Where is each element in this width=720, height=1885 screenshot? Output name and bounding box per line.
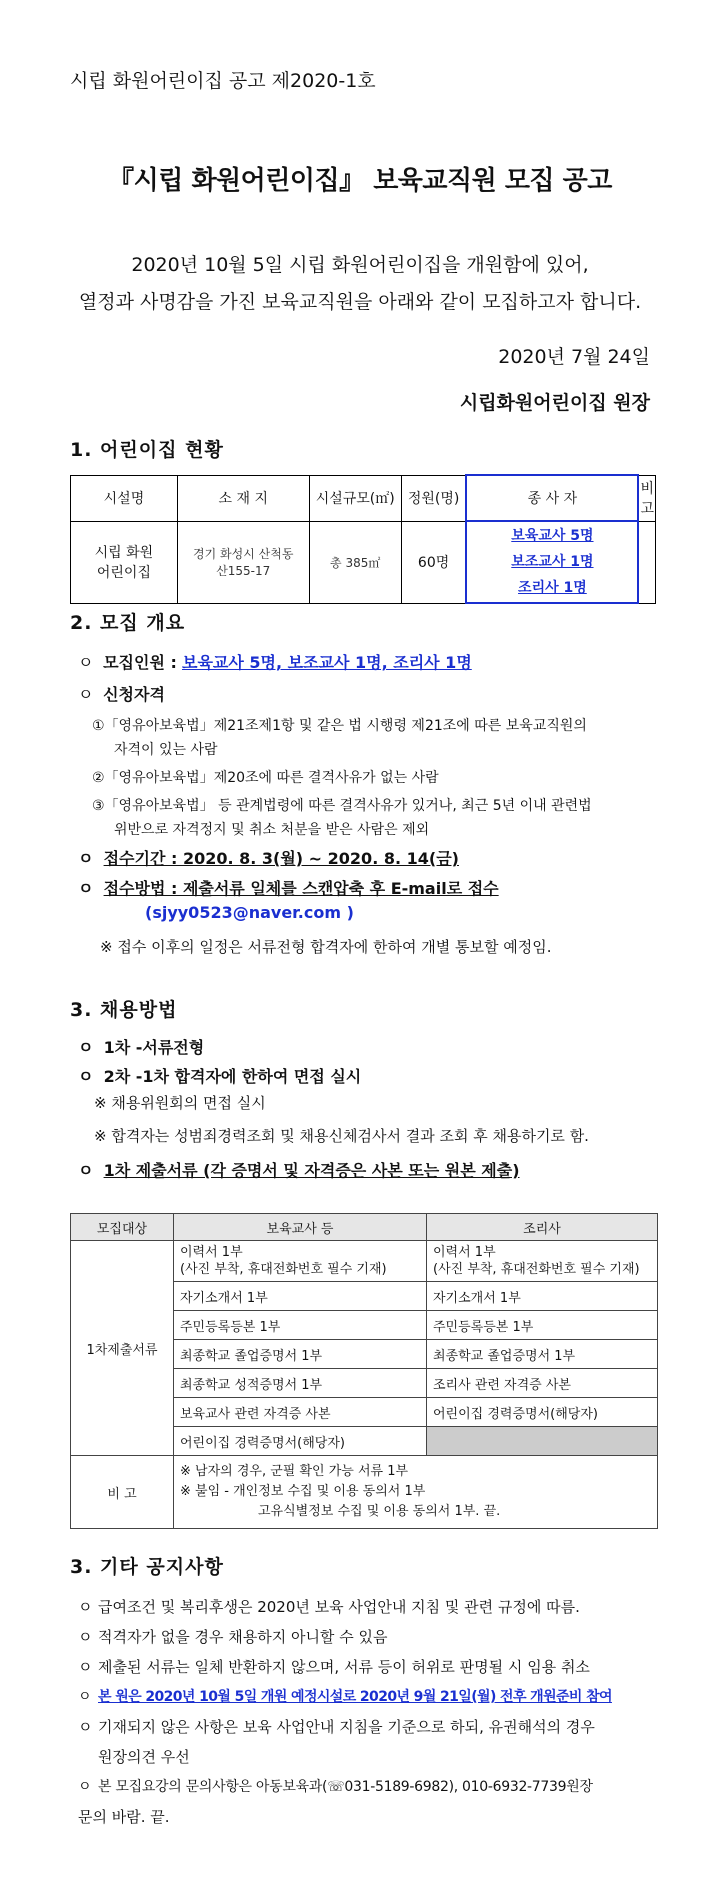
- bullet-icon: ㅇ: [78, 1067, 94, 1086]
- header-staff: 종 사 자: [466, 475, 638, 521]
- docs-header-cook: 조리사: [427, 1214, 658, 1241]
- teacher-doc-2: 자기소개서 1부: [174, 1282, 427, 1311]
- bullet-icon: ㅇ: [78, 849, 94, 868]
- notice-item-3: ㅇ 제출된 서류는 일체 반환하지 않으며, 서류 등이 허위로 판명될 시 임용 취소: [78, 1652, 678, 1682]
- header-name: 시설명: [71, 475, 178, 521]
- notice-item-5-cont: 원장의견 우선: [98, 1748, 190, 1766]
- bullet-icon: ㅇ: [78, 1598, 93, 1616]
- cook-doc-6: 어린이집 경력증명서(해당자): [427, 1398, 658, 1427]
- bullet-icon: ㅇ: [78, 653, 94, 672]
- bullet-icon: ㅇ: [78, 1718, 93, 1736]
- bullet-icon: ㅇ: [78, 1658, 93, 1676]
- notice-number: 시립 화원어린이집 공고 제2020-1호: [70, 70, 376, 92]
- other-notices: [78, 1592, 678, 1832]
- interview-note: ※ 채용위원회의 면접 실시: [94, 1094, 266, 1112]
- docs-remark-2: ※ 불임 - 개인정보 수집 및 이용 동의서 1부: [180, 1484, 426, 1499]
- facility-remark: [638, 521, 655, 603]
- bullet-icon: ㅇ: [78, 879, 94, 898]
- issuer: 시립화원어린이집 원장: [459, 392, 650, 414]
- section-4-heading: 3. 기타 공지사항: [70, 1556, 224, 1578]
- cook-doc-3: 주민등록등본 1부: [427, 1311, 658, 1340]
- facility-address: 경기 화성시 산척동 산155-17: [177, 521, 309, 603]
- docs-title: 1차 제출서류 (각 증명서 및 자격증은 사본 또는 원본 제출): [103, 1161, 520, 1180]
- step-2: 2차 -1차 합격자에 한하여 면접 실시: [103, 1067, 362, 1086]
- facility-capacity: 60명: [401, 521, 466, 603]
- step-1-line: [78, 1035, 204, 1058]
- staff-assistant: 보조교사 1명: [511, 554, 594, 570]
- step-1: 1차 -서류전형: [103, 1038, 205, 1057]
- qualification-label: 신청자격: [103, 685, 165, 704]
- contact-email[interactable]: (sjyy0523@naver.com ): [145, 903, 354, 922]
- bullet-icon: ㅇ: [78, 1161, 94, 1180]
- cook-doc-7: [427, 1427, 658, 1456]
- recruit-line: [78, 650, 472, 673]
- check-note: ※ 합격자는 성범죄경력조회 및 채용신체검사서 결과 조회 후 채용하기로 함.: [94, 1127, 589, 1145]
- header-address: 소 재 지: [177, 475, 309, 521]
- notice-item-4: ㅇ 본 원은 2020년 10월 5일 개원 예정시설로 2020년 9월 21일(월) 전후 개원준비 참여: [78, 1682, 678, 1712]
- intro-line-2: 열정과 사명감을 가진 보육교직원을 아래와 같이 모집하고자 합니다.: [78, 291, 642, 313]
- facility-name: 시립 화원 어린이집: [71, 521, 178, 603]
- method-line: [78, 876, 499, 899]
- docs-remarks: [174, 1456, 658, 1529]
- header-capacity: 정원(명): [401, 475, 466, 521]
- cook-doc-5: 조리사 관련 자격증 사본: [427, 1369, 658, 1398]
- header-size: 시설규모(㎡): [309, 475, 401, 521]
- docs-header-teacher: 보육교사 등: [174, 1214, 427, 1241]
- qual-item-1-cont: 자격이 있는 사람: [114, 742, 218, 758]
- qualification-list: [92, 714, 652, 842]
- qual-item-2: ②「영유아보육법」제20조에 따른 결격사유가 없는 사람: [92, 770, 439, 786]
- notice-date: 2020년 7월 24일: [498, 346, 650, 368]
- schedule-note: ※ 접수 이후의 일정은 서류전형 합격자에 한하여 개별 통보할 예정임.: [100, 938, 552, 956]
- section-1-heading: 1. 어린이집 현황: [70, 439, 224, 461]
- notice-item-6: ㅇ 본 모집요강의 문의사항은 아동보육과(☏031-5189-6982), 010-6932-7739원장: [78, 1772, 678, 1802]
- teacher-doc-5: 최종학교 성적증명서 1부: [174, 1369, 427, 1398]
- bullet-icon: ㅇ: [78, 1628, 93, 1646]
- page-title: 『시립 화원어린이집』 보육교직원 모집 공고: [108, 166, 612, 196]
- cook-doc-2: 자기소개서 1부: [427, 1282, 658, 1311]
- notice-item-5: ㅇ 기재되지 않은 사항은 보육 사업안내 지침을 기준으로 하되, 유권해석의 경우: [78, 1712, 678, 1742]
- application-period: 접수기간 : 2020. 8. 3(월) ~ 2020. 8. 14(금): [103, 849, 459, 868]
- docs-remark-3: 고유식별정보 수집 및 이용 동의서 1부. 끝.: [258, 1504, 501, 1519]
- notice-item-2: ㅇ 적격자가 없을 경우 채용하지 아니할 수 있음: [78, 1622, 678, 1652]
- staff-cell: [466, 521, 638, 603]
- step-2-line: [78, 1064, 361, 1087]
- docs-remark-1: ※ 남자의 경우, 군필 확인 가능 서류 1부: [180, 1464, 409, 1479]
- qual-item-3: ③「영유아보육법」 등 관계법령에 따른 결격사유가 있거나, 최근 5년 이내 관련법: [92, 798, 592, 814]
- documents-table: [70, 1213, 658, 1529]
- application-method: 접수방법 : 제출서류 일체를 스캔압축 후 E-mail로 접수: [103, 879, 499, 898]
- staff-teacher: 보육교사 5명: [511, 528, 594, 544]
- notice-item-1: ㅇ 급여조건 및 복리후생은 2020년 보육 사업안내 지침 및 관련 규정에 따름.: [78, 1592, 678, 1622]
- cook-doc-4: 최종학교 졸업증명서 1부: [427, 1340, 658, 1369]
- docs-title-line: [78, 1158, 520, 1181]
- teacher-doc-1: 이력서 1부 (사진 부착, 휴대전화번호 필수 기재): [174, 1241, 427, 1282]
- qual-item-3-cont: 위반으로 자격정지 및 취소 처분을 받은 사람은 제외: [114, 822, 430, 838]
- teacher-doc-7: 어린이집 경력증명서(해당자): [174, 1427, 427, 1456]
- section-3-heading: 3. 채용방법: [70, 999, 178, 1021]
- staff-cook: 조리사 1명: [518, 580, 587, 596]
- docs-header-target: 모집대상: [71, 1214, 174, 1241]
- bullet-icon: ㅇ: [78, 1779, 92, 1795]
- teacher-doc-6: 보육교사 관련 자격증 사본: [174, 1398, 427, 1427]
- facility-table: [70, 474, 656, 604]
- cook-doc-1: 이력서 1부 (사진 부착, 휴대전화번호 필수 기재): [427, 1241, 658, 1282]
- docs-remark-label: 비 고: [71, 1456, 174, 1529]
- teacher-doc-3: 주민등록등본 1부: [174, 1311, 427, 1340]
- header-remark: 비 고: [638, 475, 655, 521]
- teacher-doc-4: 최종학교 졸업증명서 1부: [174, 1340, 427, 1369]
- period-line: [78, 846, 459, 869]
- bullet-icon: ㅇ: [78, 1689, 91, 1705]
- section-2-heading: 2. 모집 개요: [70, 612, 186, 634]
- intro-line-1: 2020년 10월 5일 시립 화원어린이집을 개원함에 있어,: [131, 254, 589, 276]
- facility-size: 총 385㎡: [309, 521, 401, 603]
- notice-item-6-cont: 문의 바람. 끝.: [78, 1808, 170, 1826]
- recruit-label: 모집인원 :: [103, 653, 177, 672]
- recruit-value: 보육교사 5명, 보조교사 1명, 조리사 1명: [181, 653, 472, 672]
- bullet-icon: ㅇ: [78, 685, 94, 704]
- qual-item-1: ①「영유아보육법」제21조제1항 및 같은 법 시행령 제21조에 따른 보육교직원의: [92, 718, 587, 734]
- qualification-line: [78, 682, 165, 705]
- bullet-icon: ㅇ: [78, 1038, 94, 1057]
- docs-row-label: 1차제출서류: [71, 1241, 174, 1456]
